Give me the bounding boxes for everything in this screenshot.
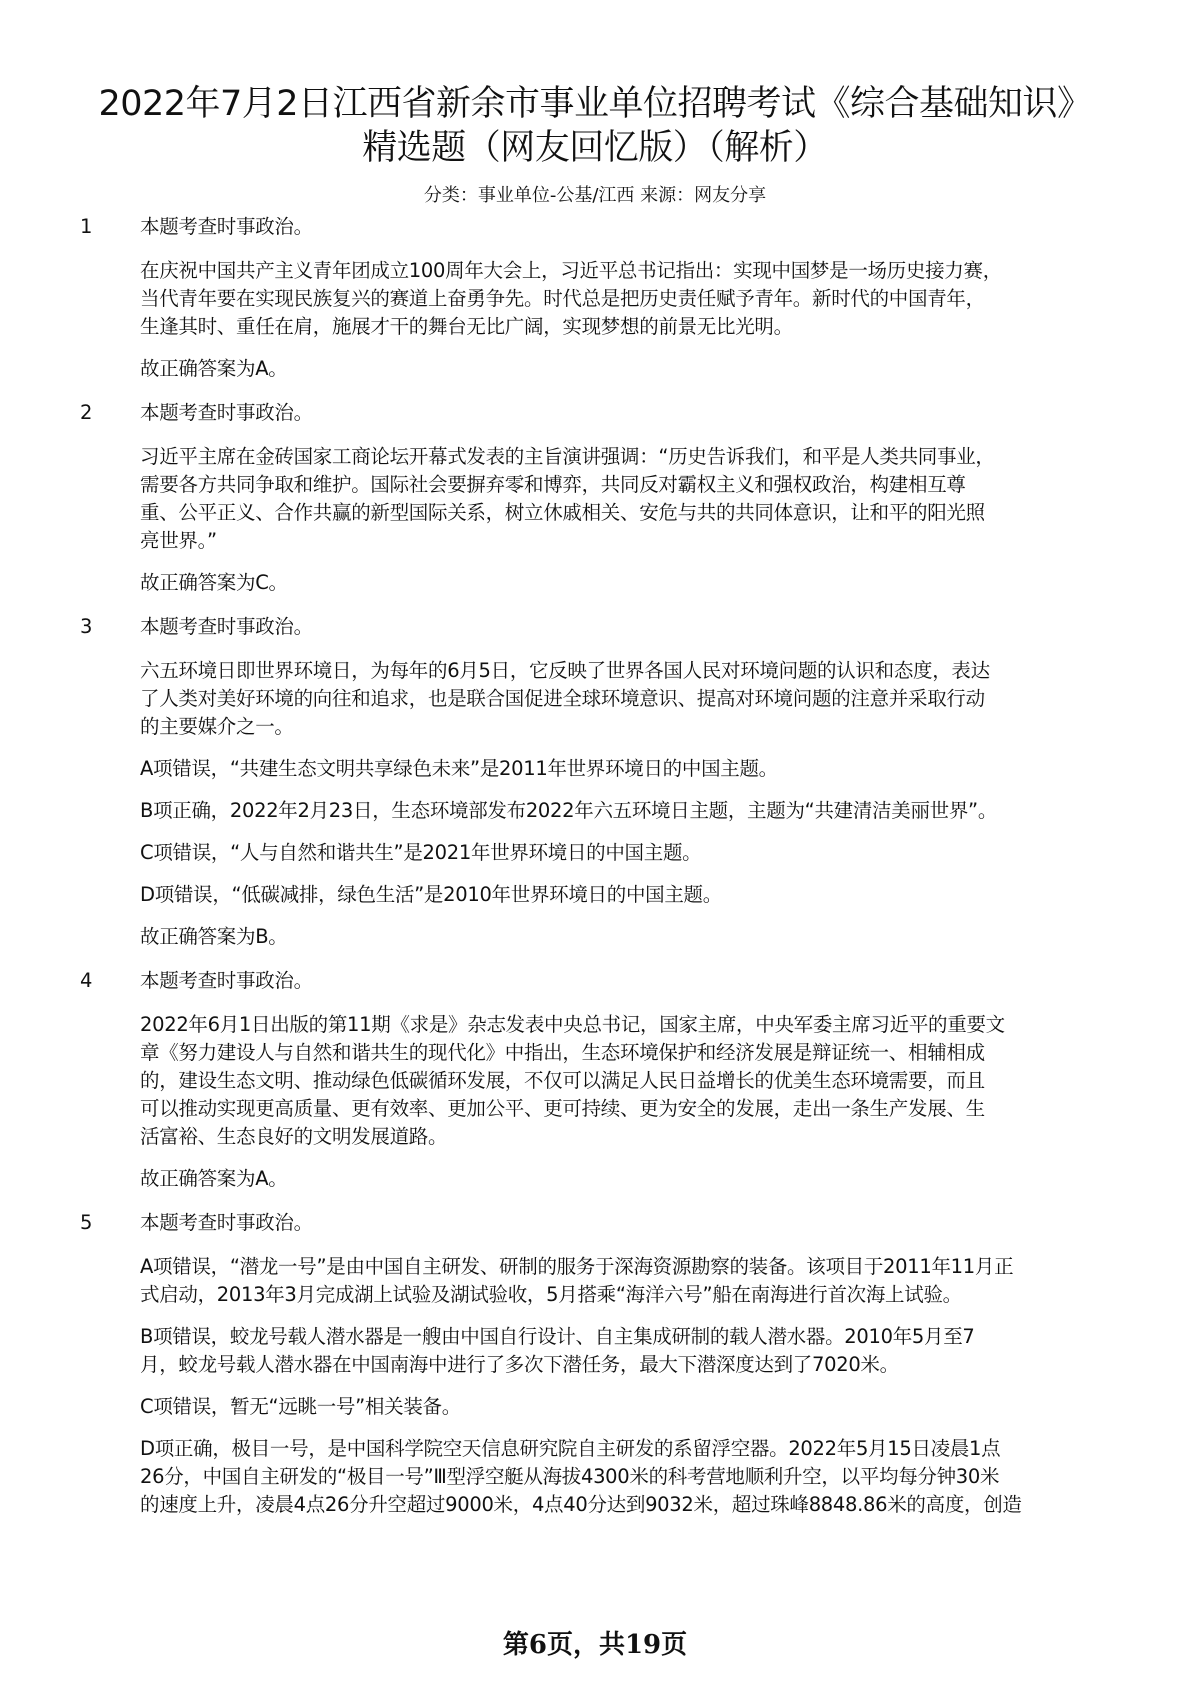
question-text-line: 的速度上升，凌晨4点26分升空超过9000米，4点40分达到9032米，超过珠峰8848.86米的高度，创造 — [140, 1493, 1022, 1516]
question-number: 1 — [80, 215, 93, 238]
question-text-line: 需要各方共同争取和维护。国际社会要摒弃零和博弈，共同反对霸权主义和强权政治，构建相互尊 — [140, 473, 966, 496]
document-meta: 分类：事业单位-公基/江西 来源：网友分享 — [423, 185, 767, 206]
question-text-line: 章《努力建设人与自然和谐共生的现代化》中指出，生态环境保护和经济发展是辩证统一、相辅相成 — [140, 1041, 985, 1064]
question-text-line: D项错误，“低碳减排，绿色生活”是2010年世界环境日的中国主题。 — [140, 883, 722, 906]
question-text-line: 本题考查时事政治。 — [140, 401, 313, 424]
title-line-2: 精选题（网友回忆版）（解析） — [362, 128, 828, 168]
question-text-line: 的，建设生态文明、推动绿色低碳循环发展，不仅可以满足人民日益增长的优美生态环境需要，而且 — [140, 1069, 985, 1092]
question-text-line: A项错误，“潜龙一号”是由中国自主研发、研制的服务于深海资源勘察的装备。该项目于2011年11月正 — [140, 1255, 1014, 1278]
question-text-line: 故正确答案为A。 — [140, 1167, 288, 1190]
question-text-line: 故正确答案为B。 — [140, 925, 288, 948]
question-text-line: 本题考查时事政治。 — [140, 969, 313, 992]
question-text-line: 本题考查时事政治。 — [140, 615, 313, 638]
question-text-line: D项正确，极目一号，是中国科学院空天信息研究院自主研发的系留浮空器。2022年5月15日凌晨1点 — [140, 1437, 1001, 1460]
question-text-line: 亮世界。” — [140, 529, 217, 552]
question-text-line: 月，蛟龙号载人潜水器在中国南海中进行了多次下潜任务，最大下潜深度达到了7020米。 — [140, 1353, 899, 1376]
question-text-line: C项错误，“人与自然和谐共生”是2021年世界环境日的中国主题。 — [140, 841, 702, 864]
question-text-line: 生逢其时、重任在肩，施展才干的舞台无比广阔，实现梦想的前景无比光明。 — [140, 315, 793, 338]
question-text-line: 本题考查时事政治。 — [140, 1211, 313, 1234]
question-text-line: 故正确答案为C。 — [140, 571, 288, 594]
question-text-line: A项错误，“共建生态文明共享绿色未来”是2011年世界环境日的中国主题。 — [140, 757, 778, 780]
question-number: 4 — [80, 969, 93, 992]
question-text-line: 本题考查时事政治。 — [140, 215, 313, 238]
question-text-line: 26分，中国自主研发的“极目一号”Ⅲ型浮空艇从海拔4300米的科考营地顺利升空，以平均每分钟30米 — [140, 1465, 1000, 1488]
page-footer: 第6页，共19页 — [502, 1630, 688, 1660]
question-text-line: 故正确答案为A。 — [140, 357, 288, 380]
question-text-line: 当代青年要在实现民族复兴的赛道上奋勇争先。时代总是把历史责任赋予青年。新时代的中国青年， — [140, 287, 985, 310]
question-text-line: 六五环境日即世界环境日，为每年的6月5日，它反映了世界各国人民对环境问题的认识和态度，表达 — [140, 659, 990, 682]
question-text-line: 习近平主席在金砖国家工商论坛开幕式发表的主旨演讲强调：“历史告诉我们，和平是人类共同事业， — [140, 445, 995, 468]
question-number: 3 — [80, 615, 93, 638]
question-text-line: C项错误，暂无“远眺一号”相关装备。 — [140, 1395, 461, 1418]
question-text-line: B项错误，蛟龙号载人潜水器是一艘由中国自行设计、自主集成研制的载人潜水器。2010年5月至7 — [140, 1325, 975, 1348]
question-text-line: 可以推动实现更高质量、更有效率、更加公平、更可持续、更为安全的发展，走出一条生产发展、生 — [140, 1097, 985, 1120]
question-text-line: 重、公平正义、合作共赢的新型国际关系，树立休戚相关、安危与共的共同体意识，让和平的阳光照 — [140, 501, 985, 524]
question-text-line: 了人类对美好环境的向往和追求，也是联合国促进全球环境意识、提高对环境问题的注意并采取行动 — [140, 687, 985, 710]
title-line-1: 2022年7月2日江西省新余市事业单位招聘考试《综合基础知识》 — [98, 84, 1092, 124]
question-text-line: 在庆祝中国共产主义青年团成立100周年大会上，习近平总书记指出：实现中国梦是一场历史接力赛， — [140, 259, 1002, 282]
question-text-line: B项正确，2022年2月23日，生态环境部发布2022年六五环境日主题，主题为“共建清洁美丽世界”。 — [140, 799, 998, 822]
question-text-line: 活富裕、生态良好的文明发展道路。 — [140, 1125, 448, 1148]
question-text-line: 2022年6月1日出版的第11期《求是》杂志发表中央总书记，国家主席，中央军委主席习近平的重要文 — [140, 1013, 1005, 1036]
question-text-line: 的主要媒介之一。 — [140, 715, 294, 738]
document-title — [0, 82, 1190, 170]
question-number: 5 — [80, 1211, 93, 1234]
question-number: 2 — [80, 401, 93, 424]
question-text-line: 式启动，2013年3月完成湖上试验及湖试验收，5月搭乘“海洋六号”船在南海进行首次海上试验。 — [140, 1283, 962, 1306]
